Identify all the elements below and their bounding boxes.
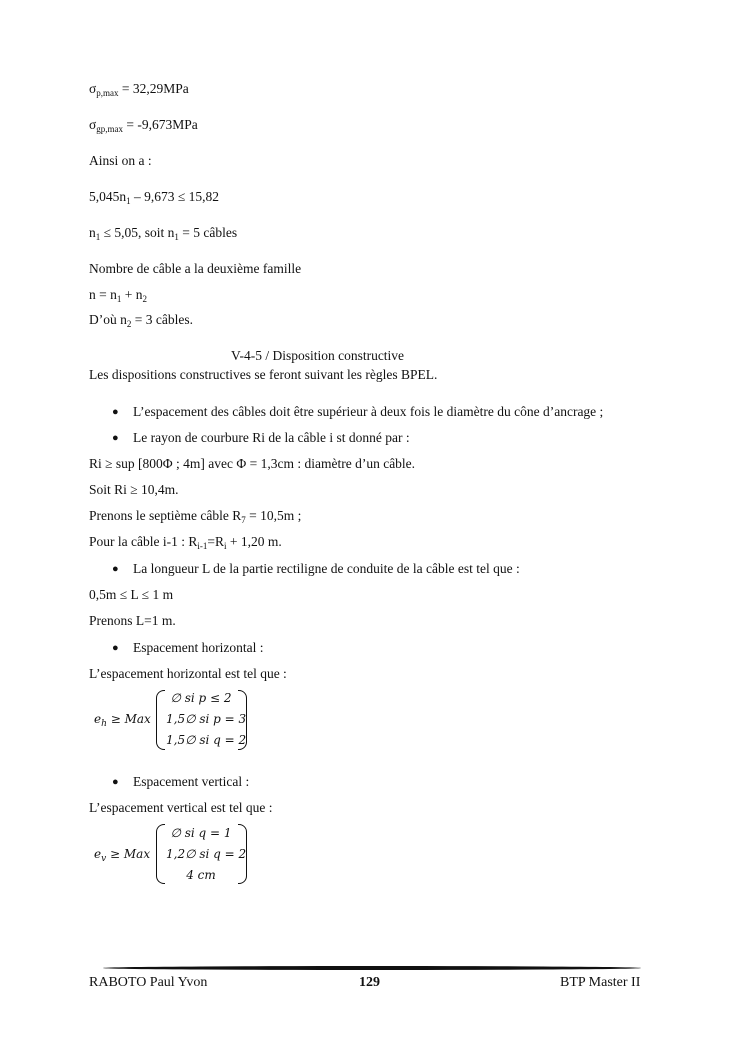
bullet-marker: ● <box>112 776 119 788</box>
espacement-horizontal-text: L’espacement horizontal est tel que : <box>89 666 287 681</box>
left-brace <box>156 690 165 750</box>
bullet-marker: ● <box>112 642 119 654</box>
bullet-marker: ● <box>112 432 119 444</box>
bullet-longueur-l: La longueur L de la partie rectiligne de conduite de la câble est tel que : <box>133 561 520 576</box>
prenons-l-line: Prenons L=1 m. <box>89 613 176 628</box>
formula-row: ∅ si q = 1 <box>170 826 232 840</box>
bullet-espacement-vertical: Espacement vertical : <box>133 774 250 789</box>
bullet-espacement-horizontal: Espacement horizontal : <box>133 640 264 655</box>
nombre-cable-line: Nombre de câble a la deuxième famille <box>89 261 302 276</box>
formula-vertical-lhs: $e_v$ ≥ Max <box>94 847 151 864</box>
section-title: V-4-5 / Disposition constructive <box>230 348 405 363</box>
formula-row: 1,2∅ si q = 2 <box>166 847 247 861</box>
sigma-p-max-line: $\sigma_{p,max} = 32,29MPa$ <box>89 81 189 98</box>
formula-row: 4 cm <box>186 868 216 882</box>
right-brace <box>238 824 247 884</box>
formula-row: 1,5∅ si p = 3 <box>166 712 247 726</box>
bullet-espacement-cables: L’espacement des câbles doit être supérieur à deux fois le diamètre du cône d’ancrage ; <box>133 404 604 419</box>
sigma-gp-max-line: $\sigma_{gp,max} = -9,673MPa$ <box>89 117 198 134</box>
pour-cable-line: Pour la câble i-1 : $R_{i-1}=R_i + 1,20$ m. <box>89 534 282 551</box>
footer-course: BTP Master II <box>560 975 641 990</box>
bullet-rayon-courbure: Le rayon de courbure Ri de la câble i st donné par : <box>133 430 410 445</box>
formula-row: 1,5∅ si q = 2 <box>166 733 247 747</box>
soit-ri-line: Soit Ri ≥ 10,4m. <box>89 482 179 497</box>
ri-sup-line: Ri ≥ sup [800Φ ; 4m] avec Φ = 1,3cm : diamètre d’un câble. <box>89 456 416 471</box>
l-range-line: 0,5m ≤ L ≤ 1 m <box>89 587 174 602</box>
inequality-2: $n_1 \le 5,05$, soit $n_1 = 5$ câbles <box>89 225 238 242</box>
dou-line: D’où $n_2 = 3$ câbles. <box>89 312 193 329</box>
footer-author: RABOTO Paul Yvon <box>89 975 208 990</box>
ainsi-line: Ainsi on a : <box>89 153 152 168</box>
bullet-marker: ● <box>112 406 119 418</box>
bullet-marker: ● <box>112 563 119 575</box>
footer-page-number: 129 <box>359 975 380 990</box>
right-brace <box>238 690 247 750</box>
prenons-r7-line: Prenons le septième câble $R_7 = 10,5m$ ; <box>89 508 302 525</box>
intro-paragraph: Les dispositions constructives se feront suivant les règles BPEL. <box>89 367 438 382</box>
inequality-1: $5,045n_1 - 9,673 \le 15,82$ <box>89 189 220 206</box>
n-sum-line: $n = n_1 + n_2$ <box>89 287 147 304</box>
left-brace <box>156 824 165 884</box>
formula-row: ∅ si p ≤ 2 <box>170 691 232 705</box>
footer-divider <box>103 966 641 970</box>
formula-horizontal-lhs: $e_h$ ≥ Max <box>94 712 151 729</box>
espacement-vertical-text: L’espacement vertical est tel que : <box>89 800 273 815</box>
